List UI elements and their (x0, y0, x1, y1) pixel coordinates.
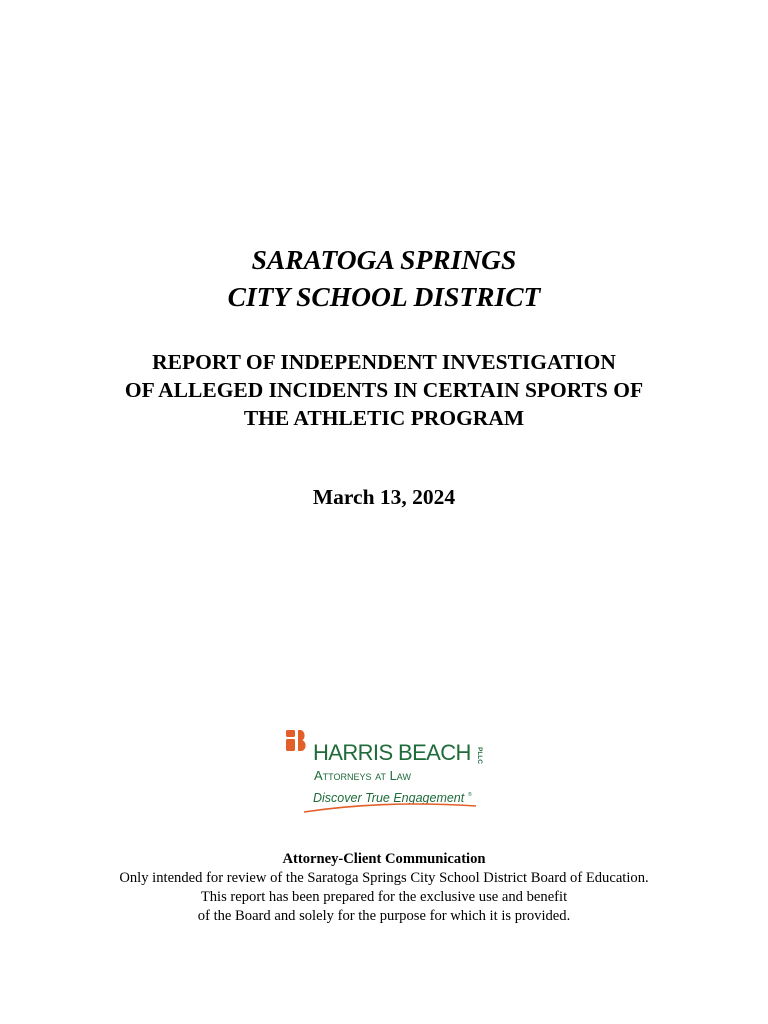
harris-beach-mark-icon (286, 730, 306, 751)
logo-tagline: Discover True Engagement (313, 791, 465, 805)
logo-swoosh (304, 804, 476, 812)
logo-name: HARRIS BEACH (313, 740, 471, 765)
logo-trademark: ® (468, 792, 472, 798)
harris-beach-logo (284, 728, 484, 814)
district-title-line: CITY SCHOOL DISTRICT (227, 281, 541, 312)
harris-beach-logo-graphic (284, 728, 484, 814)
report-title-line: THE ATHLETIC PROGRAM (243, 406, 525, 430)
notice-line: This report has been prepared for the exclusive use and benefit (200, 889, 568, 905)
notice-heading: Attorney-Client Communication (282, 851, 486, 867)
confidentiality-notice (0, 850, 768, 926)
report-date: March 13, 2024 (312, 485, 456, 509)
notice-line: Only intended for review of the Saratoga Springs City School District Board of Education. (119, 870, 649, 886)
district-title (0, 241, 768, 315)
logo-suffix: PLLC (476, 747, 483, 764)
report-title-line: REPORT OF INDEPENDENT INVESTIGATION (152, 350, 616, 374)
report-title (0, 348, 768, 432)
report-title-line: OF ALLEGED INCIDENTS IN CERTAIN SPORTS OF (124, 378, 644, 402)
notice-line: of the Board and solely for the purpose for which it is provided. (197, 908, 571, 924)
district-title-line: SARATOGA SPRINGS (251, 244, 517, 275)
logo-subtitle: Attorneys at Law (314, 768, 411, 783)
